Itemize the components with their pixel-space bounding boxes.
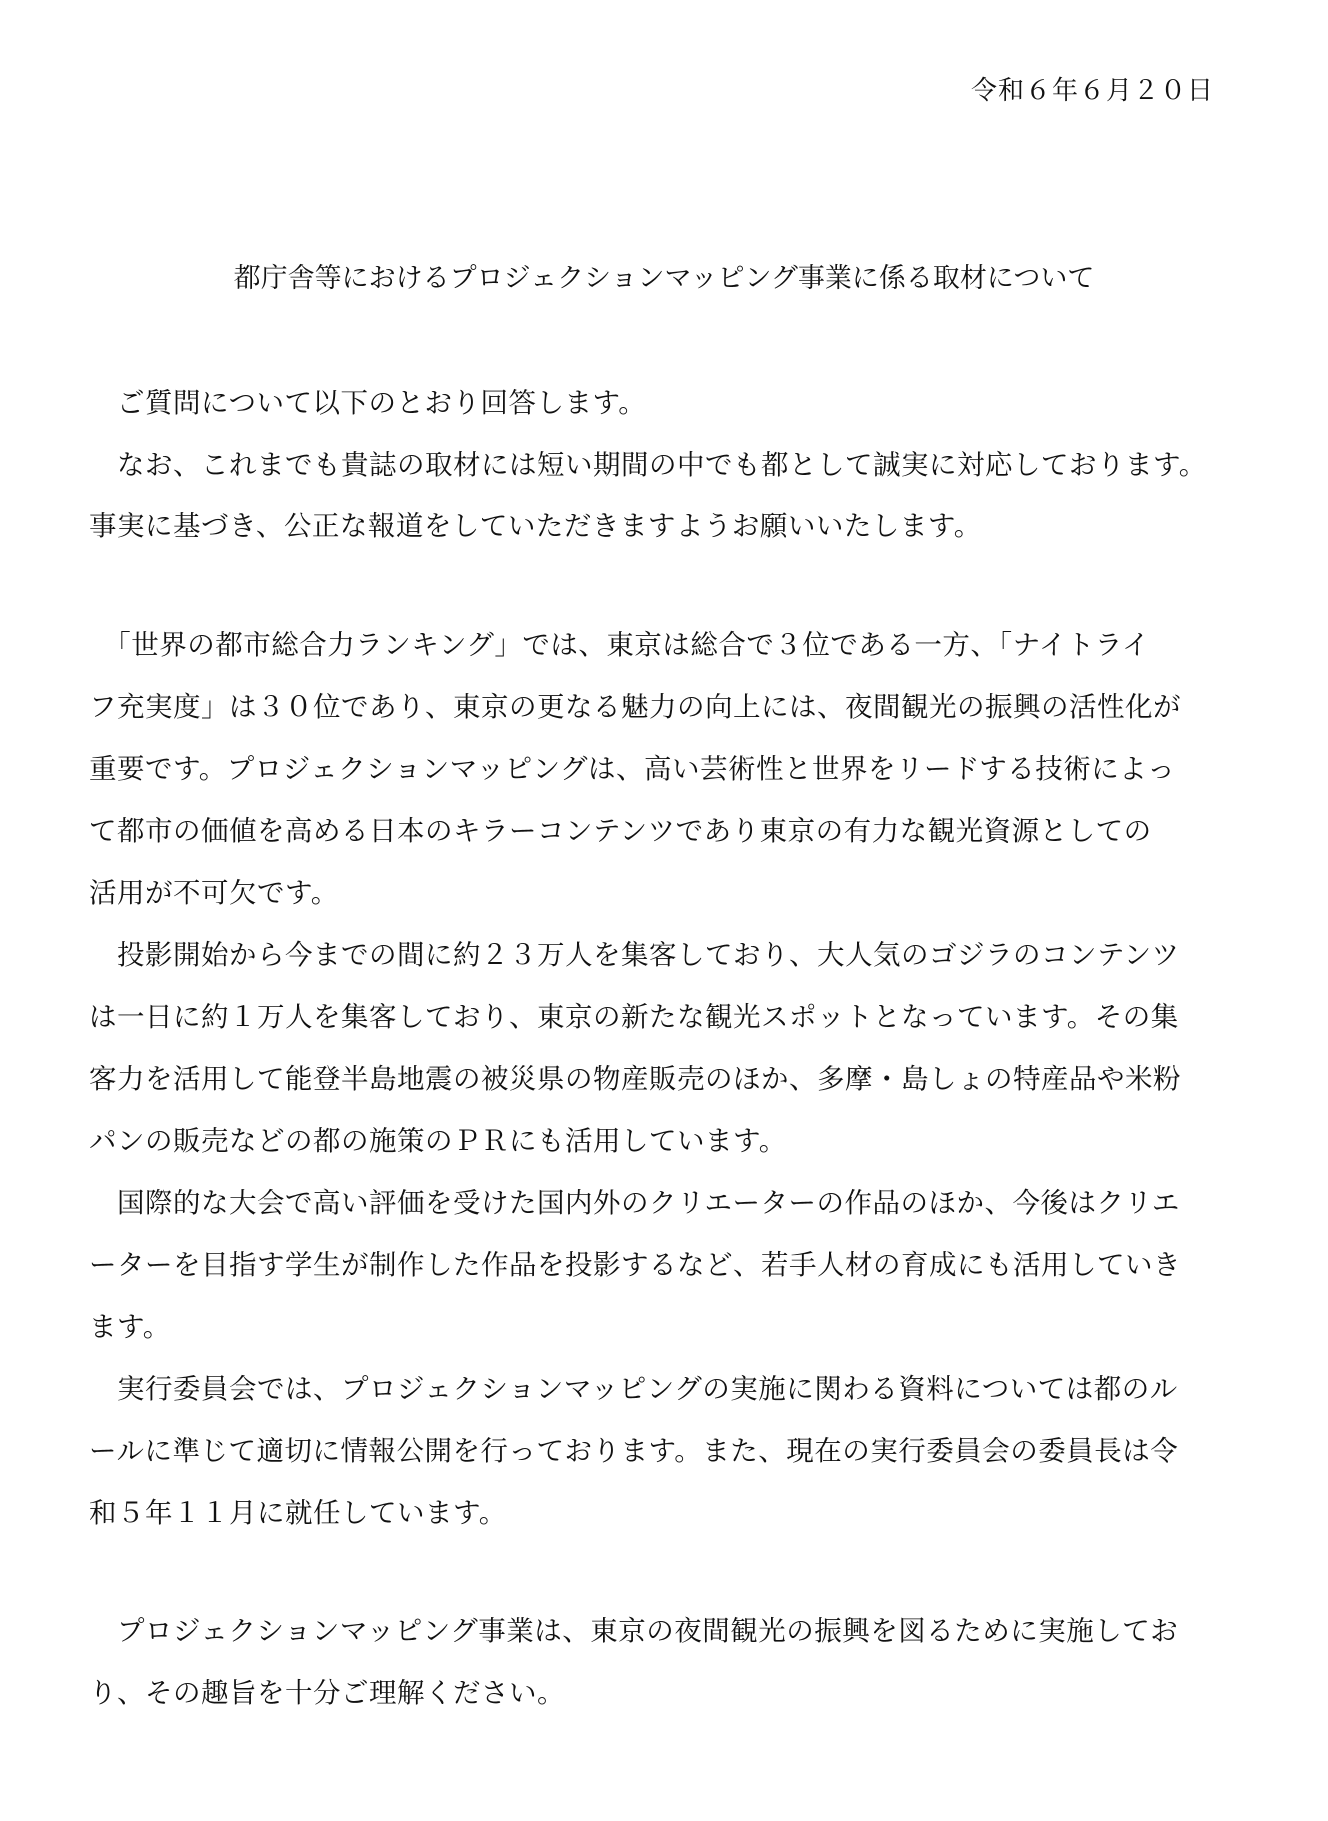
body-line: は一日に約１万人を集客しており、東京の新たな観光スポットとなっています。その集 [89, 1001, 1179, 1033]
body-line: 和５年１１月に就任しています。 [89, 1497, 507, 1529]
body-line: て都市の価値を高める日本のキラーコンテンツであり東京の有力な観光資源としての [89, 815, 1152, 847]
body-line: ます。 [89, 1311, 171, 1343]
body-line: フ充実度」は３０位であり、東京の更なる魅力の向上には、夜間観光の振興の活性化が [89, 691, 1181, 723]
intro-line: ご質問について以下のとおり回答します。 [89, 387, 647, 419]
body-line: ールに準じて適切に情報公開を行っております。また、現在の実行委員会の委員長は令 [89, 1435, 1179, 1467]
body-line: 「世界の都市総合力ランキング」では、東京は総合で３位である一方、「ナイトライ [89, 629, 1150, 661]
body-line: ーターを目指す学生が制作した作品を投影するなど、若手人材の育成にも活用していき [89, 1249, 1181, 1281]
body-line: 重要です。プロジェクションマッピングは、高い芸術性と世界をリードする技術によっ [89, 753, 1176, 785]
body-line: パンの販売などの都の施策のＰＲにも活用しています。 [89, 1125, 787, 1157]
body-line: 投影開始から今までの間に約２３万人を集客しており、大人気のゴジラのコンテンツ [89, 939, 1180, 971]
document-title: 都庁舎等におけるプロジェクションマッピング事業に係る取材について [233, 263, 1095, 294]
body-line: 活用が不可欠です。 [89, 877, 339, 909]
body-line: 実行委員会では、プロジェクションマッピングの実施に関わる資料については都のル [89, 1373, 1178, 1405]
document-date: 令和６年６月２０日 [970, 76, 1214, 106]
closing-line: プロジェクションマッピング事業は、東京の夜間観光の振興を図るために実施してお [89, 1615, 1179, 1647]
body-line: 客力を活用して能登半島地震の被災県の物産販売のほか、多摩・島しょの特産品や米粉 [89, 1063, 1181, 1095]
intro-line: なお、これまでも貴誌の取材には短い期間の中でも都として誠実に対応しております。 [89, 449, 1207, 481]
body-line: 国際的な大会で高い評価を受けた国内外のクリエーターの作品のほか、今後はクリエ [89, 1187, 1180, 1219]
closing-line: り、その趣旨を十分ご理解ください。 [89, 1677, 565, 1709]
intro-line: 事実に基づき、公正な報道をしていただきますようお願いいたします。 [89, 510, 982, 542]
